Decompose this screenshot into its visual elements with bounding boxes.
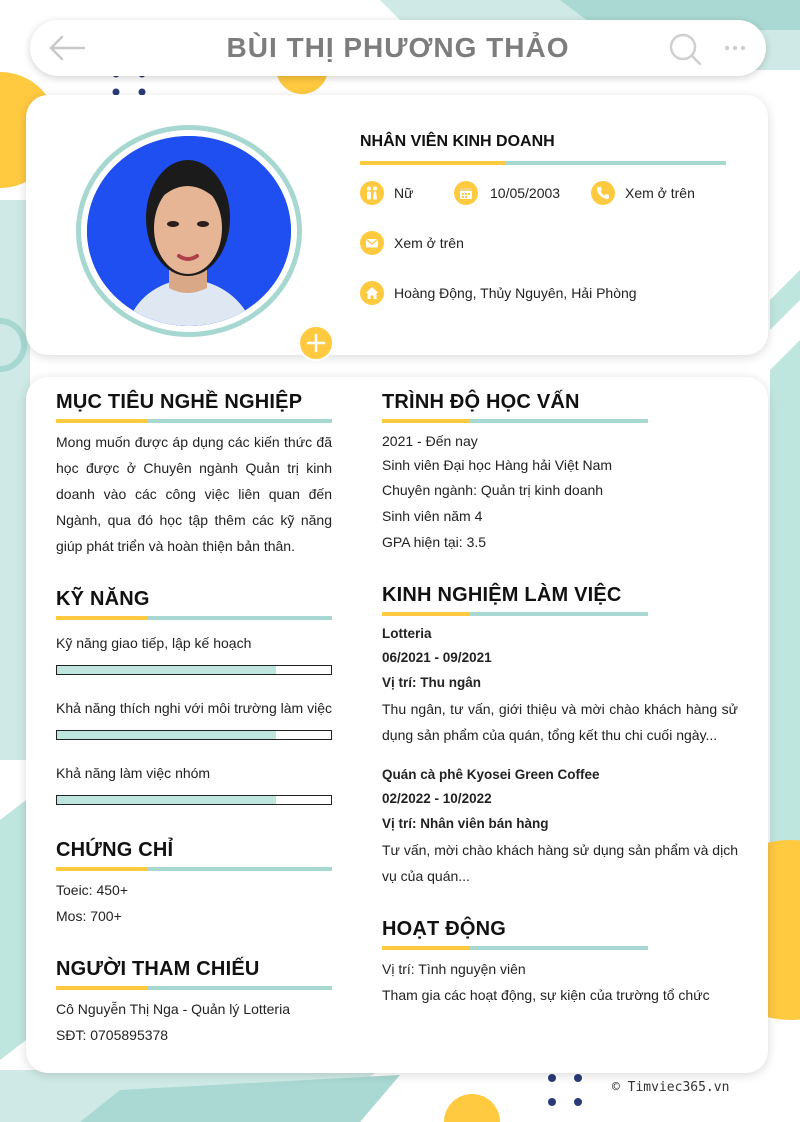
email-icon [360, 231, 384, 255]
objective-underline [56, 419, 332, 423]
gender-info [360, 181, 413, 205]
top-bar [30, 20, 766, 76]
phone-info [591, 181, 695, 205]
education-line: 2021 - Đến nay [382, 433, 478, 449]
certificate-item: Mos: 700+ [56, 908, 122, 924]
activity-line: Vị trí: Tình nguyện viên [382, 961, 526, 977]
reference-item: SĐT: 0705895378 [56, 1027, 169, 1043]
education-title: TRÌNH ĐỘ HỌC VẤN [382, 391, 580, 413]
portrait-illustration [87, 136, 291, 326]
skill-label: Khả năng thích nghi với môi trường làm việc [56, 700, 332, 716]
certificate-item: Toeic: 450+ [56, 882, 128, 898]
skill-level-bar [56, 730, 332, 740]
experience-description: Tư vấn, mời chào khách hàng sử dụng sản phẩm và dịch vụ của quán... [382, 842, 738, 884]
add-photo-button[interactable] [298, 325, 334, 361]
activities-underline [382, 946, 648, 950]
more-options-icon[interactable] [724, 44, 746, 52]
experience-description: Thu ngân, tư vấn, giới thiệu và mời chào khách hàng sử dụng sản phẩm của quán, tổng kết thu chi cuối ngày... [382, 701, 738, 743]
education-line: GPA hiện tại: 3.5 [382, 534, 487, 550]
phone-value: Xem ở trên [625, 185, 695, 201]
address-info [360, 281, 637, 305]
profile-card [26, 95, 768, 355]
search-icon[interactable] [668, 32, 702, 66]
email-info [360, 231, 464, 255]
education-line: Chuyên ngành: Quản trị kinh doanh [382, 482, 604, 498]
plus-icon [300, 327, 332, 359]
gender-value: Nữ [394, 185, 414, 201]
email-value: Xem ở trên [394, 235, 464, 251]
objective-title: MỤC TIÊU NGHỀ NGHIỆP [56, 391, 303, 413]
address-value: Hoàng Động, Thủy Nguyên, Hải Phòng [394, 285, 637, 301]
reference-item: Cô Nguyễn Thị Nga - Quản lý Lotteria [56, 1001, 290, 1017]
page-title: BÙI THỊ PHƯƠNG THẢO [226, 32, 570, 63]
certificates-underline [56, 867, 332, 871]
calendar-icon [454, 181, 478, 205]
experience-underline [382, 612, 648, 616]
birthday-info [454, 181, 560, 205]
experience-position: Vị trí: Thu ngân [382, 675, 481, 690]
references-underline [56, 986, 332, 990]
resume-main-card [26, 377, 768, 1073]
skills-title: KỸ NĂNG [56, 588, 150, 610]
job-title-underline [360, 161, 726, 165]
skill-level-bar [56, 665, 332, 675]
gender-icon [360, 181, 384, 205]
copyright-footer: © Timviec365.vn [612, 1080, 730, 1095]
references-title: NGƯỜI THAM CHIẾU [56, 958, 260, 980]
phone-icon [591, 181, 615, 205]
experience-period: 06/2021 - 09/2021 [382, 650, 492, 665]
certificates-title: CHỨNG CHỈ [56, 839, 174, 861]
avatar-frame [76, 125, 302, 337]
skills-underline [56, 616, 332, 620]
home-icon [360, 281, 384, 305]
education-line: Sinh viên năm 4 [382, 508, 483, 524]
objective-text: Mong muốn được áp dụng các kiến thức đã học được ở Chuyên ngành Quản trị kinh doanh vào các công việc liên quan đến Ngành, qua đó học tập thêm các kỹ năng giúp phát triển và hoàn thiện bản thân. [56, 434, 332, 554]
skill-label: Khả năng làm việc nhóm [56, 765, 211, 781]
education-line: Sinh viên Đại học Hàng hải Việt Nam [382, 457, 613, 473]
activity-line: Tham gia các hoạt động, sự kiện của trường tổ chức [382, 987, 710, 1003]
experience-period: 02/2022 - 10/2022 [382, 791, 492, 806]
experience-title: KINH NGHIỆM LÀM VIỆC [382, 584, 622, 606]
job-title: NHÂN VIÊN KINH DOANH [360, 133, 555, 150]
skill-label: Kỹ năng giao tiếp, lập kế hoạch [56, 635, 252, 651]
experience-position: Vị trí: Nhân viên bán hàng [382, 816, 549, 831]
avatar [87, 136, 291, 326]
experience-company: Quán cà phê Kyosei Green Coffee [382, 767, 600, 782]
education-underline [382, 419, 648, 423]
experience-company: Lotteria [382, 626, 432, 641]
activities-title: HOẠT ĐỘNG [382, 918, 507, 940]
birthday-value: 10/05/2003 [490, 185, 561, 201]
skill-level-bar [56, 795, 332, 805]
